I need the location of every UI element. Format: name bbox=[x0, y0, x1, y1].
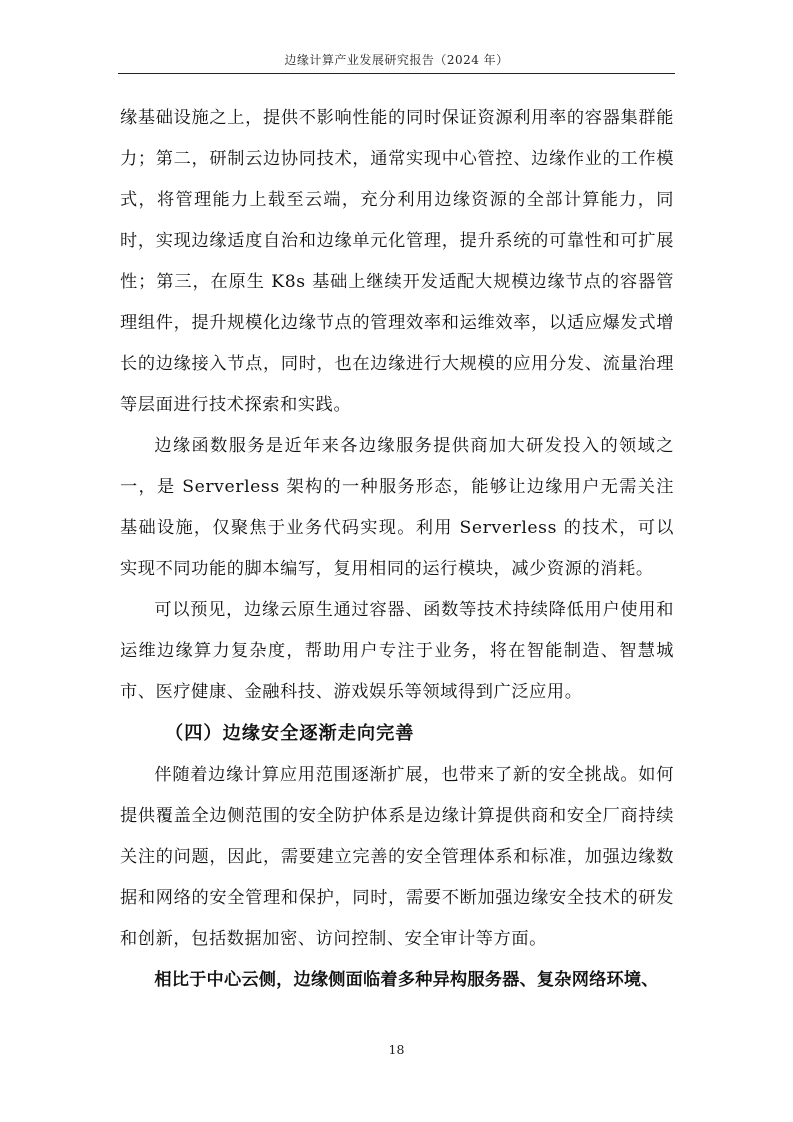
paragraph-edge-function: 边缘函数服务是近年来各边缘服务提供商加大研发投入的领域之一，是 Serverless 架构的一种服务形态，能够让边缘用户无需关注基础设施，仅聚焦于业务代码实现。利用 Serverless 的技术，可以实现不同功能的脚本编写，复用相同的运行模块，减少资源的消耗。 bbox=[120, 436, 674, 579]
paragraph-continued: 缘基础设施之上，提供不影响性能的同时保证资源利用率的容器集群能力；第二，研制云边协同技术，通常实现中心管控、边缘作业的工作模式，将管理能力上载至云端，充分利用边缘资源的全部计算能力，同时，实现边缘适度自治和边缘单元化管理，提升系统的可靠性和可扩展性；第三，在原生 K8s 基础上继续开发适配大规模边缘节点的容器管理组件，提升规模化边缘节点的管理效率和运维效率，以适应爆发式增长的边缘接入节点，同时，也在边缘进行大规模的应用分发、流量治理等层面进行技术探索和实践。 bbox=[120, 108, 674, 415]
section-heading: （四）边缘安全逐渐走向完善 bbox=[165, 723, 415, 744]
document-body bbox=[120, 98, 674, 1001]
paragraph-outlook: 可以预见，边缘云原生通过容器、函数等技术持续降低用户使用和运维边缘算力复杂度，帮助用户专注于业务，将在智能制造、智慧城市、医疗健康、金融科技、游戏娱乐等领域得到广泛应用。 bbox=[120, 600, 674, 702]
running-header: 边缘计算产业发展研究报告（2024 年） bbox=[284, 53, 509, 67]
header-rule bbox=[118, 73, 675, 74]
paragraph-security: 伴随着边缘计算应用范围逐渐扩展，也带来了新的安全挑战。如何提供覆盖全边侧范围的安全防护体系是边缘计算提供商和安全厂商持续关注的问题，因此，需要建立完善的安全管理体系和标准，加强边缘数据和网络的安全管理和保护，同时，需要不断加强边缘安全技术的研发和创新，包括数据加密、访问控制、安全审计等方面。 bbox=[120, 765, 674, 949]
page-number: 18 bbox=[388, 1042, 405, 1057]
paragraph-edge-side: 相比于中心云侧，边缘侧面临着多种异构服务器、复杂网络环境、 bbox=[154, 970, 659, 990]
